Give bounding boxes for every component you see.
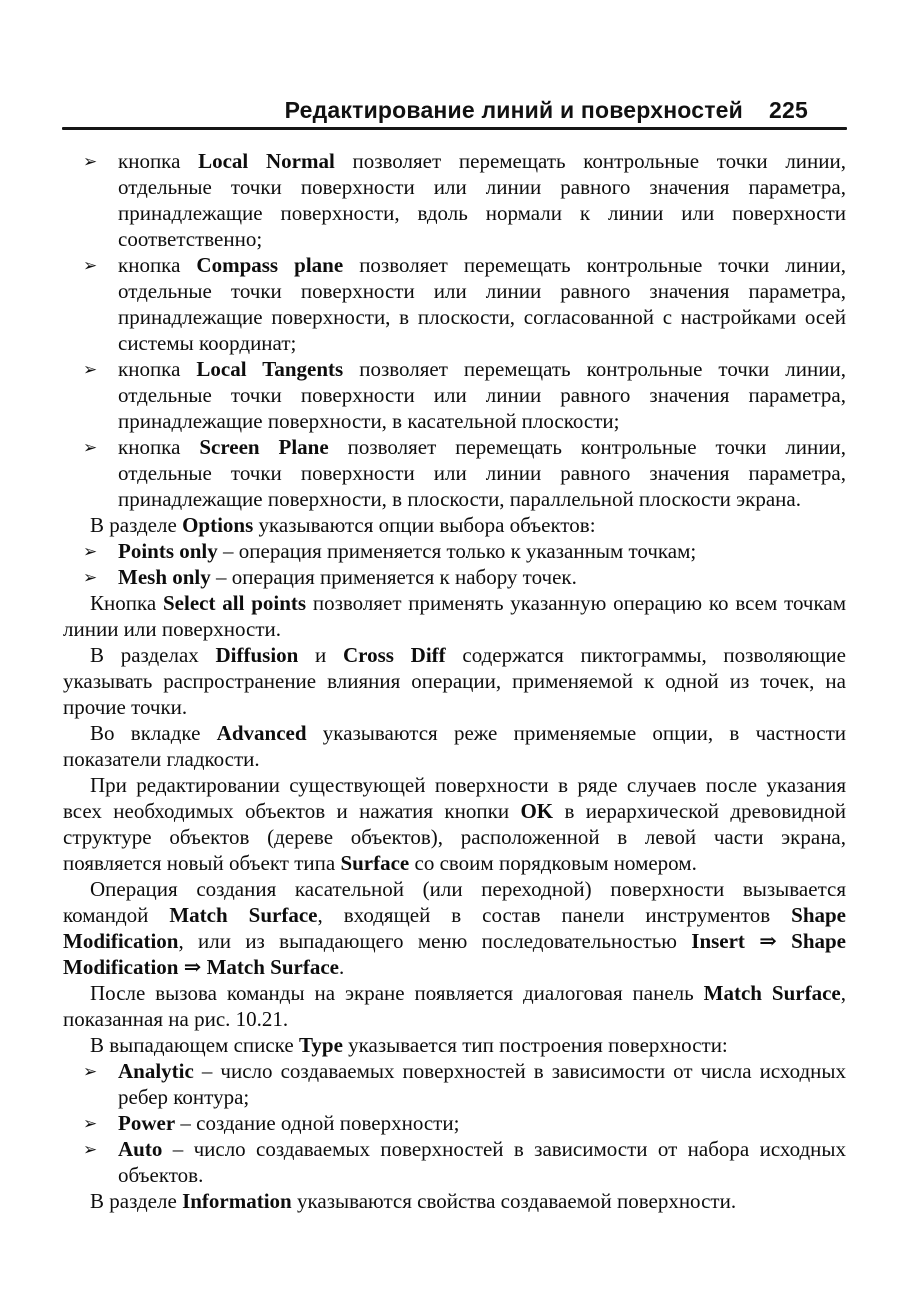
bold-term: Information <box>182 1189 292 1213</box>
paragraph <box>63 1188 846 1214</box>
bullet-text <box>118 357 846 433</box>
bullet-item <box>63 1110 846 1136</box>
bullet-text <box>118 539 696 563</box>
bold-term: Match Surface <box>169 903 318 927</box>
bullet-arrow-icon: ➢ <box>83 152 98 172</box>
bullet-text <box>118 435 846 511</box>
bold-term: Compass plane <box>196 253 344 277</box>
text-run: В выпадающем списке <box>90 1033 299 1057</box>
text-run: – операция применяется только к указанным точкам; <box>217 539 697 563</box>
bold-term: Type <box>298 1033 343 1057</box>
bold-term: Local Normal <box>198 149 335 173</box>
text-run: В разделах <box>90 643 216 667</box>
bullet-item <box>63 564 846 590</box>
bullet-text <box>118 253 846 355</box>
running-title: Редактирование линий и поверхностей <box>284 97 744 123</box>
text-run: позволяет перемещать контрольные точки линии, отдельные точки поверхности или линии равного значения параметра, принадлежащие поверхности, в плоскости, согласованной с настройками осей системы координат; <box>118 253 846 355</box>
paragraph <box>63 1032 846 1058</box>
bullet-arrow-icon: ➢ <box>83 360 98 380</box>
bullet-arrow-icon: ➢ <box>83 1140 98 1160</box>
bullet-text <box>118 1111 459 1135</box>
bullet-text <box>118 1059 846 1109</box>
text-run: В разделе <box>90 1189 183 1213</box>
bold-term: Power <box>118 1111 176 1135</box>
bold-term: Shape Modification <box>63 903 846 953</box>
text-run: указывается тип построения поверхности: <box>342 1033 728 1057</box>
bold-term: Insert ⇒ Shape Modification ⇒ Match Surface <box>63 929 846 979</box>
bullet-item <box>63 1058 846 1110</box>
text-run: – операция применяется к набору точек. <box>210 565 577 589</box>
text-run: содержатся пиктограммы, позволяющие указывать распространение влияния операции, применяемой к одной из точек, на прочие точки. <box>63 643 846 719</box>
text-run: После вызова команды на экране появляется диалоговая панель <box>90 981 704 1005</box>
bold-term: Analytic <box>118 1059 194 1083</box>
bullet-arrow-icon: ➢ <box>83 1062 98 1082</box>
text-run: кнопка <box>118 357 197 381</box>
bold-term: Local Tangents <box>196 357 344 381</box>
text-run: , входящей в состав панели инструментов <box>317 903 792 927</box>
text-run: позволяет применять указанную операцию ко всем точкам линии или поверхности. <box>63 591 846 641</box>
text-run: – создание одной поверхности; <box>175 1111 460 1135</box>
bullet-arrow-icon: ➢ <box>83 256 98 276</box>
text-run: Операция создания касательной (или переходной) поверхности вызывается командой <box>63 877 846 927</box>
text-run: в иерархической древовидной структуре объектов (дереве объектов), расположенной в левой части экрана, появляется новый объект типа <box>63 799 847 875</box>
bullet-arrow-icon: ➢ <box>83 542 98 562</box>
bullet-arrow-icon: ➢ <box>83 1114 98 1134</box>
text-run: позволяет перемещать контрольные точки линии, отдельные точки поверхности или линии равного значения параметра, принадлежащие поверхности, в касательной плоскости; <box>118 357 846 433</box>
bold-term: Advanced <box>216 721 307 745</box>
bold-term: Auto <box>118 1137 163 1161</box>
bold-term: Surface <box>340 851 410 875</box>
bullet-arrow-icon: ➢ <box>83 438 98 458</box>
text-run: В разделе <box>90 513 183 537</box>
bold-term: Options <box>182 513 254 537</box>
bullet-text <box>118 1137 846 1187</box>
bullet-item <box>63 148 846 252</box>
page-number: 225 <box>769 97 808 123</box>
text-run: кнопка <box>118 435 200 459</box>
text-run: позволяет перемещать контрольные точки линии, отдельные точки поверхности или линии равного значения параметра, принадлежащие поверхности, вдоль нормали к линии или поверхности соответственно; <box>118 149 847 251</box>
text-run: со своим порядковым номером. <box>409 851 697 875</box>
paragraph <box>63 642 846 720</box>
text-run: указываются свойства создаваемой поверхности. <box>291 1189 737 1213</box>
bullet-arrow-icon: ➢ <box>83 568 98 588</box>
text-run: Во вкладке <box>90 721 217 745</box>
bold-term: Match Surface <box>703 981 841 1005</box>
text-run: указываются опции выбора объектов: <box>253 513 596 537</box>
bold-term: Cross Diff <box>343 643 446 667</box>
text-run: указываются реже применяемые опции, в частности показатели гладкости. <box>63 721 846 771</box>
paragraph <box>63 876 846 980</box>
bullet-text <box>118 565 577 589</box>
bold-term: Select all points <box>162 591 307 615</box>
bold-term: Points only <box>118 539 218 563</box>
bold-term: OK <box>520 799 554 823</box>
bullet-item <box>63 356 846 434</box>
paragraph <box>63 590 846 642</box>
text-run: , или из выпадающего меню последовательностью <box>178 929 692 953</box>
bullet-item <box>63 252 846 356</box>
bold-term: Diffusion <box>215 643 299 667</box>
page-body <box>63 148 846 1214</box>
header-divider <box>62 127 847 130</box>
paragraph <box>63 772 846 876</box>
text-run: кнопка <box>118 253 197 277</box>
text-run: При редактировании существующей поверхности в ряде случаев после указания всех необходимых объектов и нажатия кнопки <box>63 773 846 823</box>
text-run: – число создаваемых поверхностей в зависимости от числа исходных ребер контура; <box>118 1059 846 1109</box>
bullet-item <box>63 434 846 512</box>
paragraph <box>63 720 846 772</box>
text-run: и <box>298 643 344 667</box>
text-run: . <box>338 955 345 979</box>
bold-term: Mesh only <box>118 565 211 589</box>
text-run: кнопка <box>118 149 199 173</box>
paragraph <box>63 512 846 538</box>
text-run: позволяет перемещать контрольные точки линии, отдельные точки поверхности или линии равного значения параметра, принадлежащие поверхности, в плоскости, параллельной плоскости экрана. <box>118 435 846 511</box>
paragraph <box>63 980 846 1032</box>
bullet-item <box>63 1136 846 1188</box>
bullet-item <box>63 538 846 564</box>
bullet-text <box>118 149 846 251</box>
page-header <box>63 97 808 124</box>
text-run: , показанная на рис. 10.21. <box>63 981 846 1031</box>
text-run: Кнопка <box>90 591 163 615</box>
bold-term: Screen Plane <box>199 435 329 459</box>
text-run: – число создаваемых поверхностей в зависимости от набора исходных объектов. <box>118 1137 846 1187</box>
